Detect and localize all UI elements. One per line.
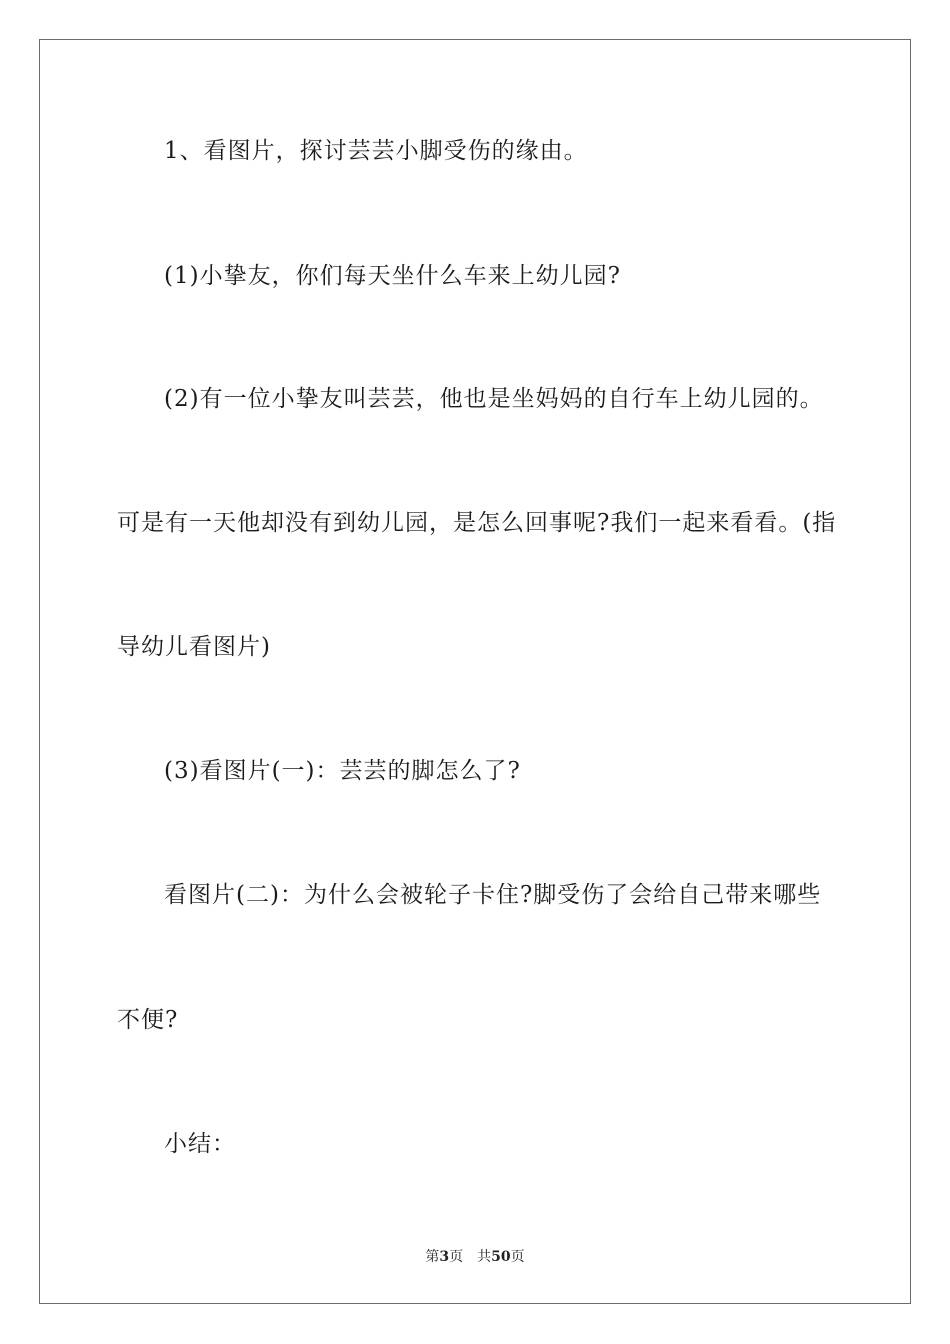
paragraph-line-9: 小结： (164, 1131, 236, 1157)
footer-page-suffix: 页 (449, 1249, 464, 1265)
footer-total-pages: 50 (491, 1249, 511, 1265)
page-footer (0, 1247, 950, 1267)
paragraph-line-2: (1)小挚友，你们每天坐什么车来上幼儿园? (164, 263, 621, 289)
paragraph-line-8: 不便? (117, 1007, 179, 1033)
footer-page-number: 3 (439, 1249, 450, 1265)
paragraph-line-4: 可是有一天他却没有到幼儿园，是怎么回事呢?我们一起来看看。(指 (117, 510, 837, 536)
footer-total-suffix: 页 (510, 1249, 525, 1265)
paragraph-line-7: 看图片(二)：为什么会被轮子卡住?脚受伤了会给自己带来哪些 (164, 882, 822, 908)
footer-total-prefix: 共 (477, 1249, 492, 1265)
paragraph-line-5: 导幼儿看图片) (117, 634, 271, 660)
footer-page-prefix: 第 (425, 1249, 440, 1265)
page-frame (39, 39, 911, 1304)
paragraph-line-3: (2)有一位小挚友叫芸芸，他也是坐妈妈的自行车上幼儿园的。 (164, 386, 824, 412)
paragraph-line-6: (3)看图片(一)：芸芸的脚怎么了? (164, 758, 521, 784)
paragraph-line-1: 1、看图片，探讨芸芸小脚受伤的缘由。 (164, 138, 588, 164)
